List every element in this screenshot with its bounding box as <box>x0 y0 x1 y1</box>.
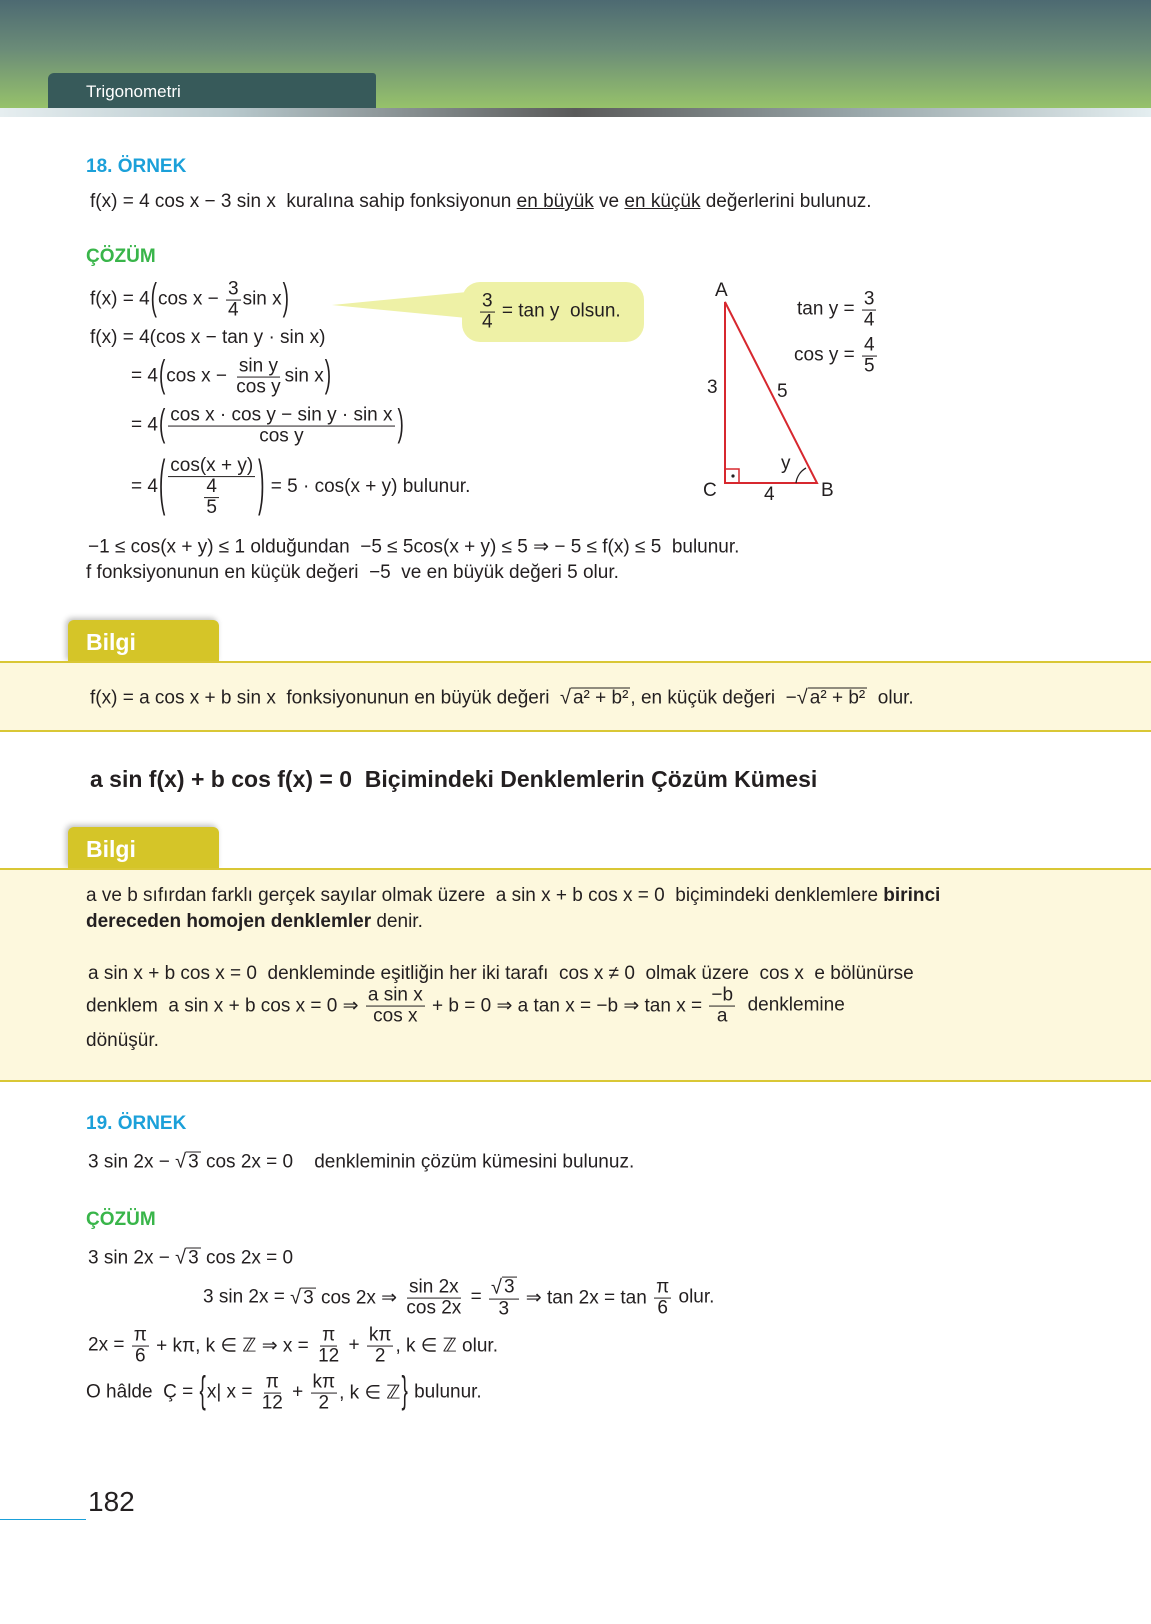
math-text: 5 <box>864 355 875 377</box>
math-text: = 5 · cos(x + y) bulunur. <box>265 476 471 497</box>
fraction <box>862 290 877 331</box>
math-text: 12 <box>318 1345 340 1367</box>
bracket: ) <box>324 355 332 397</box>
math-text: 2x = <box>88 1335 130 1356</box>
bracket: { <box>199 1371 206 1413</box>
side-cb-label: 4 <box>764 484 775 505</box>
math-text: 2 <box>318 1392 330 1414</box>
math-text: f(x) = a cos x + b sin x fonksiyonunun en büyük değeri <box>90 687 560 708</box>
math-text: cos x <box>373 1005 418 1027</box>
fraction <box>404 1278 463 1319</box>
math-text: + <box>286 1382 309 1403</box>
bilgi-label: Bilgi <box>86 629 136 655</box>
fraction-denominator <box>200 477 223 518</box>
solution-step <box>131 451 471 519</box>
fraction-numerator <box>366 986 425 1007</box>
math-text: cos y <box>236 376 281 398</box>
bilgi-line <box>86 1030 159 1052</box>
math-text: O hâlde Ç = <box>86 1382 199 1403</box>
fraction <box>234 357 282 398</box>
math-text: a sin x <box>367 984 423 1006</box>
fraction-numerator <box>407 1278 461 1299</box>
fraction-numerator <box>204 477 219 498</box>
math-text: a sin x + b cos x = 0 denkleminde eşitliğin her iki tarafı cos x ≠ 0 olmak üzere cos x e bölünürse <box>88 963 914 984</box>
fraction-denominator <box>257 427 305 447</box>
math-text: = 4 <box>131 366 158 387</box>
math-text: = <box>465 1286 487 1308</box>
page-number-rule <box>0 1519 86 1520</box>
solution-step <box>86 1373 482 1414</box>
math-text: cos x − <box>166 366 233 387</box>
math-text: cos y <box>259 425 304 447</box>
math-text: cos 2x ⇒ <box>315 1287 403 1309</box>
fraction-numerator <box>862 290 877 311</box>
math-text: f(x) = 4(cos x − tan y · sin x) <box>90 327 326 348</box>
square-root <box>491 1277 517 1299</box>
math-text: f fonksiyonunun en küçük değeri −5 ve en büyük değeri 5 olur. <box>86 562 619 583</box>
bracket: ( <box>158 355 166 397</box>
fraction-denominator <box>496 1299 511 1319</box>
math-text: olur. <box>673 1286 715 1308</box>
bracket: ( <box>158 404 166 446</box>
fraction-denominator <box>371 1007 419 1027</box>
radicand: 3 <box>188 1247 199 1269</box>
radicand: a² + b² <box>572 687 629 709</box>
math-text: cos 2x <box>406 1297 462 1319</box>
underlined-text: en büyük <box>516 191 594 212</box>
math-text: f(x) = 4 cos x − 3 sin x kuralına sahip fonksiyonun <box>90 191 517 212</box>
section-heading: a sin f(x) + b cos f(x) = 0 Biçimindeki Denklemlerin Çözüm Kümesi <box>90 766 818 792</box>
square-root <box>560 687 630 710</box>
radicand: 3 <box>503 1276 515 1298</box>
chapter-tab <box>48 73 376 109</box>
square-root <box>175 1247 201 1270</box>
fraction-denominator <box>862 357 877 377</box>
math-text: 4 <box>863 309 875 331</box>
math-text: a ve b sıfırdan farklı gerçek sayılar olmak üzere a sin x + b cos x = 0 biçimindeki denklemlere <box>86 885 884 906</box>
cos-y-value <box>794 336 879 377</box>
math-text: 3 <box>227 278 239 300</box>
bilgi-label: Bilgi <box>86 836 136 862</box>
radical-sign: √ <box>559 686 571 709</box>
fraction-denominator <box>480 313 495 333</box>
fraction-numerator <box>709 986 735 1007</box>
solution-step <box>90 327 325 349</box>
chapter-title: Trigonometri <box>86 82 181 101</box>
math-text: −1 ≤ cos(x + y) ≤ 1 olduğundan −5 ≤ 5cos(x + y) ≤ 5 ⇒ − 5 ≤ f(x) ≤ 5 bulunur. <box>88 536 740 558</box>
square-root <box>175 1151 201 1174</box>
radical-sign: √ <box>796 686 808 709</box>
math-text: π <box>656 1276 670 1298</box>
math-text: 4 <box>482 311 493 333</box>
conclusion-line <box>86 562 619 584</box>
math-text: π <box>322 1324 336 1346</box>
math-text: sin x <box>284 366 324 387</box>
fraction-denominator <box>404 1298 463 1318</box>
math-text: 3 sin 2x − <box>88 1247 176 1268</box>
fraction <box>168 406 394 447</box>
math-text: sin y <box>238 355 278 377</box>
conclusion-line <box>88 536 739 559</box>
side-ab-label: 5 <box>777 381 788 402</box>
math-text: sin x <box>242 289 282 310</box>
header-stripe <box>0 108 1151 117</box>
fraction-numerator <box>489 1277 519 1300</box>
math-text: x| x = <box>206 1382 258 1403</box>
math-text: kπ <box>368 1324 392 1346</box>
math-text: 12 <box>261 1392 283 1414</box>
fraction <box>709 986 735 1027</box>
angle-y-label: y <box>781 453 791 474</box>
math-text: 6 <box>657 1297 668 1319</box>
fraction <box>316 1326 341 1367</box>
math-text: 6 <box>135 1345 146 1367</box>
fraction-numerator <box>862 336 877 357</box>
vertex-a-label: A <box>715 280 728 301</box>
math-text: + b = 0 ⇒ a tan x = −b ⇒ tan x = <box>426 995 708 1017</box>
math-text: , k ∈ ℤ olur. <box>395 1335 498 1357</box>
fraction-numerator <box>132 1326 149 1347</box>
math-text: cos(x + y) <box>170 455 254 477</box>
fraction-numerator <box>168 406 394 427</box>
fraction <box>862 336 877 377</box>
radical-sign: √ <box>290 1286 302 1309</box>
math-text: cos x − <box>157 289 224 310</box>
fraction <box>226 280 241 321</box>
fraction-numerator <box>226 280 241 301</box>
math-text: bulunur. <box>408 1382 482 1403</box>
math-text: olur. <box>867 687 914 708</box>
fraction-denominator <box>715 1007 730 1027</box>
fraction-denominator <box>133 1347 148 1367</box>
fraction-denominator <box>226 301 241 321</box>
fraction-denominator <box>655 1298 670 1318</box>
square-root <box>290 1286 316 1309</box>
example-19-title: 19. ÖRNEK <box>86 1113 187 1134</box>
math-text: cos 2x = 0 <box>200 1247 294 1268</box>
fraction <box>311 1373 338 1414</box>
bracket: } <box>401 1371 408 1413</box>
math-text: 4 <box>227 299 239 321</box>
radical-sign: √ <box>175 1246 187 1269</box>
fraction-denominator <box>234 378 282 398</box>
fraction-denominator <box>204 498 219 518</box>
math-text: denklem a sin x + b cos x = 0 ⇒ <box>86 995 364 1017</box>
fraction-numerator <box>480 292 495 313</box>
fraction <box>132 1326 149 1367</box>
math-text: = 4 <box>131 476 158 497</box>
callout-pointer <box>332 290 472 320</box>
bilgi-line <box>86 986 845 1027</box>
math-text: f(x) = 4 <box>90 289 150 310</box>
radicand: 3 <box>188 1151 199 1173</box>
radicand: 3 <box>303 1287 314 1309</box>
math-text: a <box>716 1005 728 1027</box>
fraction-denominator <box>317 1394 332 1414</box>
math-text: cos y = <box>794 345 860 366</box>
page-number: 182 <box>88 1486 135 1517</box>
bilgi-tab <box>68 620 219 662</box>
example-18-solution-title: ÇÖZÜM <box>86 246 156 267</box>
solution-step <box>88 1247 293 1270</box>
fraction-numerator <box>311 1373 338 1394</box>
math-text: tan y = <box>797 299 860 320</box>
bilgi-line <box>86 885 940 907</box>
math-text: , k ∈ ℤ <box>339 1382 401 1404</box>
math-text: 2 <box>374 1345 386 1367</box>
fraction-numerator <box>320 1326 337 1347</box>
fraction <box>260 1373 285 1414</box>
radicand: a² + b² <box>809 687 866 709</box>
callout-text <box>478 292 621 333</box>
fraction <box>366 986 425 1027</box>
fraction-numerator <box>367 1326 394 1347</box>
bracket: ( <box>158 451 166 519</box>
math-text: 3 <box>863 288 875 310</box>
math-text: π <box>133 1324 147 1346</box>
math-text: dönüşür. <box>86 1030 159 1051</box>
bold-text: birinci <box>883 885 941 906</box>
math-text: kπ <box>312 1371 336 1393</box>
math-text: + <box>343 1335 365 1356</box>
fraction-numerator <box>654 1278 671 1299</box>
fraction-numerator <box>237 357 280 378</box>
fraction-denominator <box>862 311 877 331</box>
math-text: cos 2x = 0 denkleminin çözüm kümesini bulunuz. <box>200 1151 635 1172</box>
fraction-denominator <box>260 1394 285 1414</box>
example-19-solution-title: ÇÖZÜM <box>86 1209 156 1230</box>
solution-step <box>203 1277 714 1320</box>
bracket: ( <box>150 278 157 320</box>
example-19-problem <box>88 1151 634 1174</box>
fraction <box>367 1326 394 1367</box>
fraction-numerator <box>264 1373 281 1394</box>
tan-y-value <box>797 290 878 331</box>
example-18-title: 18. ÖRNEK <box>86 156 187 177</box>
math-text: 4 <box>864 334 875 356</box>
math-text: = tan y olsun. <box>496 301 621 322</box>
fraction <box>654 1278 671 1319</box>
math-text: 3 sin 2x − <box>88 1151 176 1172</box>
solution-step <box>88 1326 498 1367</box>
math-text: ⇒ tan 2x = tan <box>520 1287 653 1309</box>
math-text: 3 <box>498 1298 510 1320</box>
square-root <box>797 687 867 710</box>
math-text: ve <box>593 191 625 212</box>
math-text: cos x · cos y − sin y · sin x <box>170 404 393 426</box>
fraction-denominator <box>373 1347 388 1367</box>
fraction <box>489 1277 519 1320</box>
math-text: denir. <box>371 911 423 932</box>
math-text: 5 <box>206 496 217 518</box>
math-text: değerlerini bulunuz. <box>700 191 872 212</box>
solution-step <box>131 406 405 447</box>
math-text: , en küçük değeri − <box>630 687 797 708</box>
vertex-c-label: C <box>703 480 717 501</box>
fraction <box>168 456 255 518</box>
bracket: ) <box>397 404 404 446</box>
math-text: 4 <box>206 476 217 498</box>
math-text: 3 <box>482 290 493 312</box>
bilgi-tab <box>68 827 219 869</box>
math-text: denklemine <box>737 995 845 1016</box>
bracket: ) <box>258 451 265 519</box>
example-18-problem <box>90 191 872 213</box>
math-text: π <box>265 1371 279 1393</box>
fraction <box>204 477 219 518</box>
radical-sign: √ <box>175 1150 187 1173</box>
bilgi-line <box>86 911 423 933</box>
solution-step <box>90 280 290 321</box>
fraction <box>480 292 495 333</box>
math-text: 3 sin 2x = <box>203 1286 291 1308</box>
bracket: ) <box>282 278 289 320</box>
vertex-b-label: B <box>821 480 834 501</box>
solution-step <box>131 357 332 398</box>
bilgi-line <box>88 963 914 985</box>
underlined-text: en küçük <box>624 191 701 212</box>
side-ac-label: 3 <box>707 377 718 398</box>
radical-sign: √ <box>490 1276 502 1299</box>
bilgi-text <box>90 687 914 710</box>
math-text: = 4 <box>131 415 158 436</box>
math-text: −b <box>711 984 734 1006</box>
fraction-denominator <box>316 1347 341 1367</box>
bold-text: dereceden homojen denklemler <box>86 911 372 932</box>
fraction-numerator <box>168 456 255 477</box>
math-text: sin 2x <box>409 1276 459 1298</box>
math-text: + kπ, k ∈ ℤ ⇒ x = <box>150 1335 315 1357</box>
